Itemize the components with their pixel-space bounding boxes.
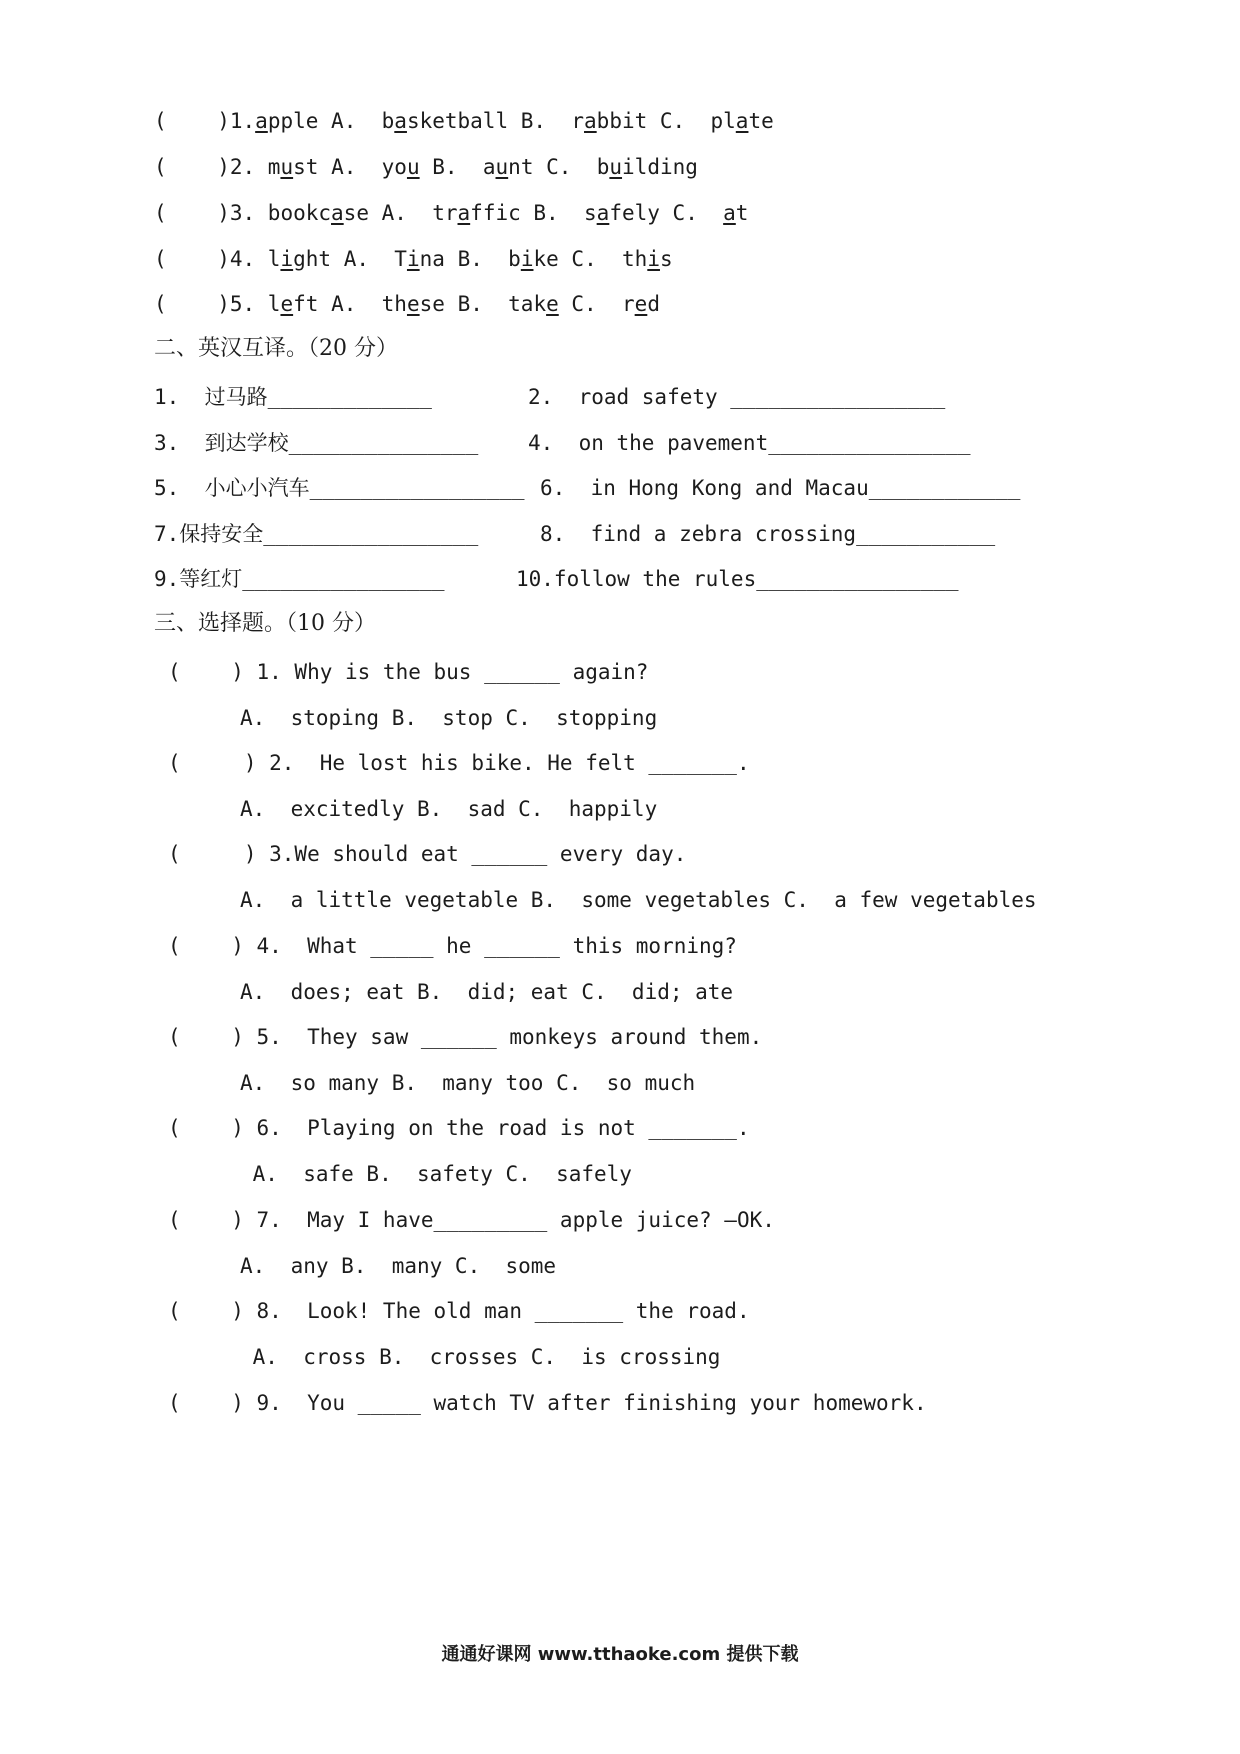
question-options: A. stoping B. stop C. stopping — [240, 706, 658, 730]
phonics-word — [508, 292, 559, 316]
phonics-item — [154, 289, 660, 319]
word-part: bbit — [596, 109, 648, 133]
phonics-word — [597, 155, 698, 179]
phonics-word — [268, 201, 369, 225]
question-options: A. so many B. many too C. so much — [240, 1071, 696, 1095]
target-letter: a — [723, 201, 736, 225]
option-letter: A. — [331, 155, 357, 179]
option-letter: C. — [672, 201, 698, 225]
section-2-title: 二、英汉互译。（20 分） — [154, 336, 398, 361]
target-letter: u — [495, 155, 509, 179]
word-part: d — [647, 292, 660, 316]
word-part: t — [735, 201, 749, 225]
word-part: te — [748, 109, 774, 133]
translation-item: 4. on the pavement________________ — [528, 431, 971, 455]
option-letter: C. — [546, 155, 572, 179]
word-part: se — [419, 292, 445, 316]
target-letter: i — [647, 247, 660, 271]
phonics-word — [382, 292, 445, 316]
word-part: nt — [508, 155, 534, 179]
word-part: ilding — [622, 155, 698, 179]
word-part: l — [267, 247, 281, 271]
section-3-title: 三、选择题。（10 分） — [154, 611, 376, 636]
translation-item: 7.保持安全_________________ — [154, 522, 479, 546]
target-letter: e — [634, 292, 648, 316]
question-options: A. excitedly B. sad C. happily — [240, 797, 658, 821]
word-part: fely — [609, 201, 660, 225]
phonics-word — [571, 109, 647, 133]
translation-item: 8. find a zebra crossing___________ — [540, 522, 996, 546]
word-part: r — [571, 109, 585, 133]
phonics-word — [508, 247, 559, 271]
phonics-item — [154, 152, 698, 182]
word-part: st — [293, 155, 319, 179]
item-number: ( )4. — [154, 247, 268, 271]
translation-item: 5. 小心小汽车_________________ — [154, 476, 525, 500]
target-letter: u — [280, 155, 294, 179]
translation-item: 1. 过马路_____________ — [154, 385, 432, 409]
phonics-word — [268, 155, 319, 179]
target-letter: a — [584, 109, 597, 133]
option-letter: B. — [457, 247, 483, 271]
phonics-word — [268, 247, 331, 271]
item-number: ( )1. — [154, 109, 256, 133]
word-part: se — [343, 201, 369, 225]
target-letter: i — [280, 247, 294, 271]
option-letter: B. — [533, 201, 559, 225]
target-letter: a — [394, 109, 407, 133]
target-letter: u — [406, 155, 420, 179]
item-number: ( )2. — [154, 155, 268, 179]
target-letter: u — [609, 155, 623, 179]
phonics-word — [711, 109, 774, 133]
word-part: ffic — [470, 201, 521, 225]
word-part: pl — [710, 109, 736, 133]
question-stem: ( ) 7. May I have_________ apple juice? —OK. — [168, 1208, 775, 1232]
word-part: sketball — [406, 109, 509, 133]
word-part: th — [622, 247, 648, 271]
question-stem: ( ) 4. What _____ he ______ this morning? — [168, 934, 737, 958]
question-options: A. any B. many C. some — [240, 1254, 557, 1278]
translation-item: 2. road safety _________________ — [528, 385, 946, 409]
word-part: yo — [381, 155, 407, 179]
phonics-word — [723, 201, 748, 225]
word-part: T — [394, 247, 407, 271]
question-options: A. safe B. safety C. safely — [240, 1162, 632, 1186]
translation-item: 6. in Hong Kong and Macau____________ — [540, 476, 1021, 500]
option-letter: B. — [432, 155, 458, 179]
word-part: tak — [508, 292, 547, 316]
phonics-word — [255, 109, 318, 133]
phonics-item — [154, 244, 673, 274]
question-options: A. cross B. crosses C. is crossing — [240, 1345, 721, 1369]
phonics-word — [382, 109, 508, 133]
option-letter: A. — [331, 109, 357, 133]
word-part: s — [659, 247, 673, 271]
option-letter: A. — [343, 247, 369, 271]
question-stem: ( ) 1. Why is the bus ______ again? — [168, 660, 649, 684]
word-part: th — [381, 292, 407, 316]
word-part: r — [622, 292, 635, 316]
word-part: ke — [533, 247, 559, 271]
option-letter: C. — [659, 109, 686, 133]
word-part: pple — [267, 109, 319, 133]
phonics-word — [622, 292, 660, 316]
option-letter: A. — [331, 292, 357, 316]
phonics-word — [268, 292, 319, 316]
option-letter: B. — [520, 109, 547, 133]
translation-item: 3. 到达学校_______________ — [154, 431, 479, 455]
target-letter: a — [457, 201, 471, 225]
phonics-word — [483, 155, 534, 179]
footer-credit: 通通好课网 www.tthaoke.com 提供下载 — [441, 1644, 799, 1665]
question-options: A. does; eat B. did; eat C. did; ate — [240, 980, 734, 1004]
target-letter: a — [596, 201, 610, 225]
question-stem: ( ) 9. You _____ watch TV after finishing your homework. — [168, 1391, 927, 1415]
target-letter: e — [280, 292, 294, 316]
word-part: b — [381, 109, 395, 133]
item-number: ( )5. — [154, 292, 268, 316]
option-letter: B. — [457, 292, 483, 316]
word-part: na — [419, 247, 445, 271]
word-part: l — [267, 292, 281, 316]
phonics-word — [432, 201, 521, 225]
target-letter: a — [735, 109, 749, 133]
word-part: m — [267, 155, 281, 179]
word-part: a — [482, 155, 496, 179]
word-part: b — [596, 155, 610, 179]
word-part: ght — [293, 247, 332, 271]
translation-item: 10.follow the rules________________ — [516, 567, 959, 591]
translation-item: 9.等红灯________________ — [154, 567, 445, 591]
phonics-word — [394, 247, 445, 271]
question-stem: ( ) 6. Playing on the road is not _______. — [168, 1116, 750, 1140]
target-letter: a — [255, 109, 268, 133]
target-letter: e — [406, 292, 420, 316]
question-stem: ( ) 3.We should eat ______ every day. — [168, 842, 687, 866]
option-letter: C. — [571, 292, 597, 316]
target-letter: i — [520, 247, 534, 271]
target-letter: i — [406, 247, 420, 271]
word-part: ft — [293, 292, 319, 316]
target-letter: a — [331, 201, 344, 225]
target-letter: e — [546, 292, 559, 316]
option-letter: A. — [381, 201, 407, 225]
word-part: b — [508, 247, 521, 271]
phonics-word — [584, 201, 660, 225]
phonics-word — [382, 155, 420, 179]
phonics-item — [154, 106, 774, 136]
phonics-item — [154, 198, 748, 228]
question-stem: ( ) 2. He lost his bike. He felt _______. — [168, 751, 750, 775]
option-letter: C. — [571, 247, 597, 271]
word-part: tr — [432, 201, 458, 225]
item-number: ( )3. — [154, 201, 268, 225]
word-part: s — [584, 201, 597, 225]
question-stem: ( ) 5. They saw ______ monkeys around them. — [168, 1025, 763, 1049]
word-part: bookc — [267, 201, 332, 225]
question-options: A. a little vegetable B. some vegetables C. a few vegetables — [240, 888, 1037, 912]
question-stem: ( ) 8. Look! The old man _______ the road. — [168, 1299, 750, 1323]
phonics-word — [622, 247, 673, 271]
